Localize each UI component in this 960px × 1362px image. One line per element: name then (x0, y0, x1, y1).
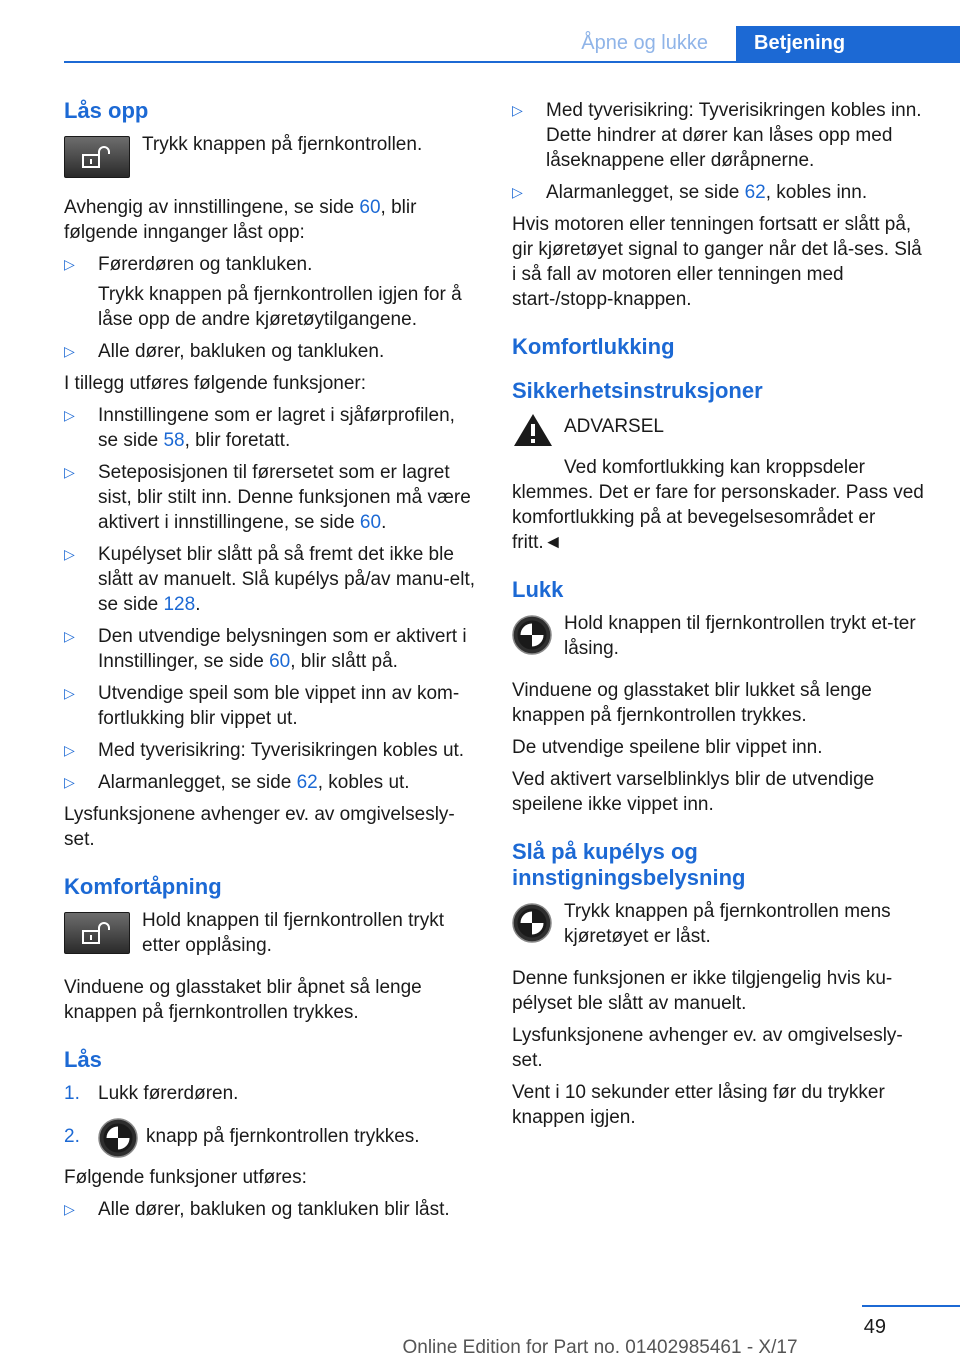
warning-title: ADVARSEL (564, 416, 664, 437)
triangle-bullet-icon: ▷ (64, 464, 75, 480)
footer-edition: Online Edition for Part no. 01402985461 - X/17 (402, 1337, 798, 1358)
list-item: ▷ Den utvendige belysningen som er aktivert i Innstillinger, se side 60, blir slått på. (64, 626, 467, 672)
paragraph: Vinduene og glasstaket blir åpnet så lenge knappen på fjernkontrollen trykkes. (64, 977, 422, 1023)
triangle-bullet-icon: ▷ (64, 343, 75, 359)
list-item: ▷ Førerdøren og tankluken. (64, 254, 313, 275)
triangle-bullet-icon: ▷ (512, 102, 523, 118)
bmw-key-icon (98, 1118, 138, 1158)
section-tab[interactable]: Åpne og lukke (581, 32, 708, 54)
paragraph: Vent i 10 sekunder etter låsing før du trykker knappen igjen. (512, 1082, 885, 1128)
page-ref-link[interactable]: 60 (269, 651, 291, 672)
unlock-instruction (64, 132, 480, 178)
komfortapning-instruction-text: Hold knappen til fjernkontrollen trykt etter opplåsing. (142, 910, 445, 956)
triangle-bullet-icon: ▷ (64, 685, 75, 701)
list-item: ▷ Seteposisjonen til førersetet som er lagret sist, blir stilt inn. Denne funksjonen må være aktivert i innstillingene, se side 60. (64, 462, 471, 533)
list-item-sub: Trykk knappen på fjernkontrollen igjen for å låse opp de andre kjøretøytilgangene. (98, 284, 462, 330)
paragraph: I tillegg utføres følgende funksjoner: (64, 373, 367, 394)
paragraph: Lysfunksjonene avhenger ev. av omgivelsesly-set. (512, 1025, 903, 1071)
list-item: ▷ Alarmanlegget, se side 62, kobles inn. (512, 182, 868, 203)
paragraph: Hvis motoren eller tenningen fortsatt er slått på, gir kjøretøyet signal to ganger når det lå-ses. Slå i så fall av motoren eller tenningen med start-/stopp-knappen. (512, 214, 922, 310)
list-item: ▷ Med tyverisikring: Tyverisikringen kobles inn. Dette hindrer at dører kan låses opp med låseknappene eller døråpnerne. (512, 100, 922, 171)
left-column (64, 98, 480, 1229)
unlock-key-icon (64, 136, 130, 178)
page-header (0, 0, 960, 62)
list-item: ▷ Alarmanlegget, se side 62, kobles ut. (64, 772, 410, 793)
heading-komfortlukking: Komfortlukking (512, 334, 675, 359)
triangle-bullet-icon: ▷ (64, 407, 75, 423)
triangle-bullet-icon: ▷ (512, 184, 523, 200)
paragraph: Følgende funksjoner utføres: (64, 1167, 307, 1188)
unlock-key-icon (64, 912, 130, 954)
kupelys-instruction-text: Trykk knappen på fjernkontrollen mens kjøretøyet er låst. (564, 901, 891, 947)
heading-komfortapning: Komfortåpning (64, 874, 222, 899)
header-rule (64, 61, 960, 63)
komfortapning-instruction (64, 908, 480, 958)
chapter-tab[interactable]: Betjening (736, 26, 960, 62)
list-item: ▷ Kupélyset blir slått på så fremt det ikke ble slått av manuelt. Slå kupélys på/av manu-elt, se side 128. (64, 544, 476, 615)
heading-las: Lås (64, 1047, 102, 1072)
warning-icon (512, 412, 554, 448)
right-column (512, 98, 928, 1130)
triangle-bullet-icon: ▷ (64, 628, 75, 644)
warning-block (512, 410, 928, 448)
warning-text: Ved komfortlukking kan kroppsdeler klemmes. Det er fare for personskader. Pass ved komfortlukking på at bevegelsesområdet er fritt.◄ (512, 457, 924, 553)
page-number: 49 (863, 1316, 886, 1338)
page-ref-link[interactable]: 60 (359, 512, 382, 533)
triangle-bullet-icon: ▷ (64, 1201, 75, 1217)
triangle-bullet-icon: ▷ (64, 546, 75, 562)
page-ref-link[interactable]: 58 (163, 430, 185, 451)
triangle-bullet-icon: ▷ (64, 774, 75, 790)
numbered-step: 1. Lukk førerdøren. (64, 1083, 239, 1104)
lukk-instruction (512, 611, 928, 661)
page-ref-link[interactable]: 62 (296, 772, 318, 793)
paragraph: Avhengig av innstillingene, se side 60, blir følgende innganger låst opp: (64, 197, 417, 243)
list-item: ▷ Innstillingene som er lagret i sjåførprofilen, se side 58, blir foretatt. (64, 405, 455, 451)
bmw-key-icon (512, 615, 552, 655)
heading-lukk: Lukk (512, 577, 564, 602)
page-ref-link[interactable]: 60 (359, 197, 381, 218)
kupelys-instruction (512, 899, 928, 949)
heading-sikkerhetsinstruksjoner: Sikkerhetsinstruksjoner (512, 378, 763, 403)
triangle-bullet-icon: ▷ (64, 742, 75, 758)
list-item: ▷ Med tyverisikring: Tyverisikringen kobles ut. (64, 740, 465, 761)
heading-las-opp: Lås opp (64, 98, 149, 123)
bmw-key-icon (512, 903, 552, 943)
list-item: ▷ Alle dører, bakluken og tankluken. (64, 341, 385, 362)
paragraph: Lysfunksjonene avhenger ev. av omgivelsesly-set. (64, 804, 455, 850)
list-item: ▷ Utvendige speil som ble vippet inn av kom-fortlukking blir vippet ut. (64, 683, 460, 729)
page-ref-link[interactable]: 62 (744, 182, 766, 203)
lukk-instruction-text: Hold knappen til fjernkontrollen trykt et-ter låsing. (564, 613, 916, 659)
triangle-bullet-icon: ▷ (64, 256, 75, 272)
unlock-instruction-text: Trykk knappen på fjernkontrollen. (142, 134, 423, 155)
paragraph: Vinduene og glasstaket blir lukket så lenge knappen på fjernkontrollen trykkes. (512, 680, 872, 726)
paragraph: Ved aktivert varselblinklys blir de utvendige speilene ikke vippet inn. (512, 769, 875, 815)
footer-rule (862, 1305, 960, 1307)
list-item: ▷ Alle dører, bakluken og tankluken blir låst. (64, 1199, 450, 1220)
paragraph: De utvendige speilene blir vippet inn. (512, 737, 823, 758)
heading-kupelys: Slå på kupélys og innstigningsbelysning (512, 839, 746, 890)
numbered-step: 2. knapp på fjernkontrollen trykkes. (64, 1114, 480, 1158)
page-ref-link[interactable]: 128 (163, 594, 196, 615)
paragraph: Denne funksjonen er ikke tilgjengelig hvis ku-pélyset ble slått av manuelt. (512, 968, 893, 1014)
